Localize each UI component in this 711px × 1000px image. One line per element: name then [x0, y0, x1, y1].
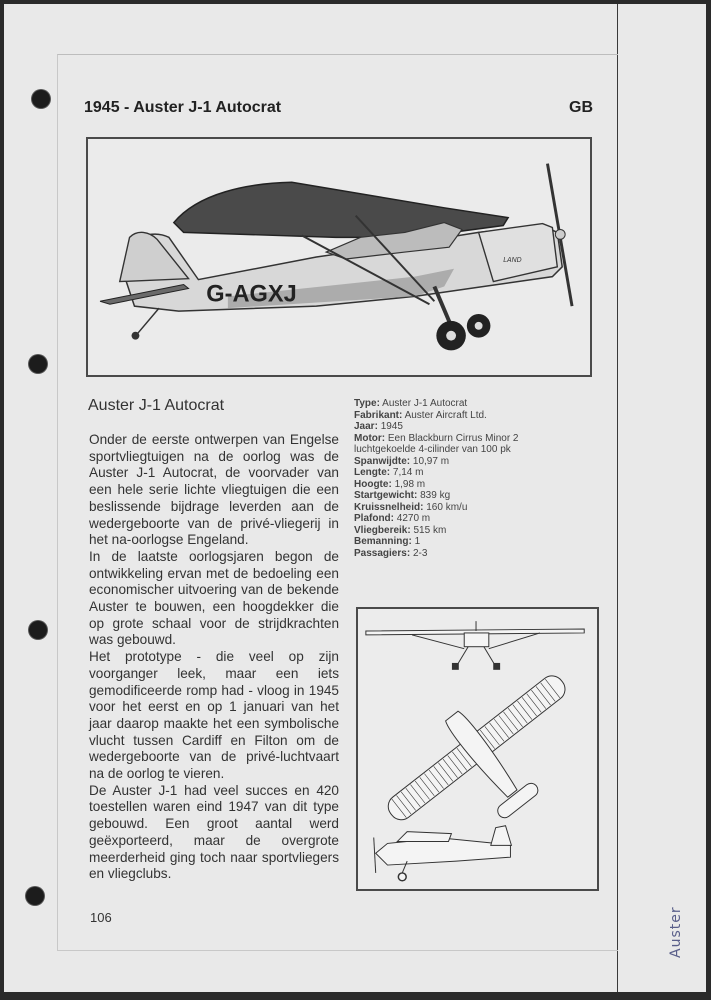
spec-row [354, 467, 594, 479]
spec-row [354, 444, 594, 456]
spec-label: Kruissnelheid: [354, 501, 424, 513]
binder-hole-2 [29, 355, 47, 373]
spec-label: Plafond: [354, 513, 394, 524]
spec-value: 1945 [380, 421, 403, 432]
spec-label: Startgewicht: [354, 490, 418, 501]
spec-value: 1,98 m [394, 478, 426, 490]
cowling-logo: LAND [503, 256, 522, 264]
front-view [366, 621, 584, 669]
spec-label: Motor: [354, 432, 386, 444]
wheel-hub-right [475, 322, 483, 330]
spec-value: 839 kg [420, 490, 451, 501]
spec-label: Spanwijdte: [354, 455, 411, 467]
spec-label: Lengte: [354, 467, 391, 478]
spec-row [354, 421, 594, 433]
article-title: Auster J-1 Autocrat [88, 397, 225, 414]
aircraft-side-view [88, 139, 590, 375]
tail-wheel-leg [137, 308, 159, 334]
spec-value: Een Blackburn Cirrus Minor 2 [387, 432, 519, 444]
spec-row [354, 513, 594, 525]
binder-hole-1 [32, 90, 50, 108]
aircraft-illustration [86, 137, 592, 377]
binder-hole-4 [26, 887, 44, 905]
spec-value: Auster J-1 Autocrat [382, 398, 468, 409]
spec-value: luchtgekoelde 4-cilinder van 100 pk [354, 444, 511, 455]
spec-row [354, 410, 594, 422]
spec-row [354, 548, 594, 560]
spec-value: 10,97 m [412, 455, 450, 467]
spinner [555, 229, 565, 239]
spec-row [354, 398, 594, 410]
spec-row [354, 490, 594, 502]
spec-value: 160 km/u [426, 501, 468, 513]
handwritten-note: Auster [668, 906, 684, 958]
registration-marking: G-AGXJ [206, 281, 297, 308]
country-code: GB [569, 99, 593, 116]
spec-value: 4270 m [396, 513, 431, 524]
side-view [374, 826, 512, 881]
spec-row [354, 433, 594, 445]
wheel-hub-left [446, 331, 456, 341]
paragraph-4: De Auster J-1 had veel succes en 420 toestellen waren eind 1947 van dit type gebouwd. Een groot aantal werd geëxporteerd, maar de overgrote meerderheid ging toch naar sportvliegers en vliegclubs. [89, 782, 339, 882]
spec-row [354, 479, 594, 491]
spec-label: Passagiers: [354, 547, 411, 559]
spec-row [354, 525, 594, 537]
page-heading: 1945 - Auster J-1 Autocrat [84, 99, 282, 116]
spec-row [354, 456, 594, 468]
spec-value: 515 km [413, 524, 447, 536]
spec-value: 7,14 m [392, 467, 424, 478]
spec-value: 2-3 [412, 547, 428, 559]
spec-value: Auster Aircraft Ltd. [404, 409, 487, 421]
paragraph-1: Onder de eerste ontwerpen van Engelse sportvliegtuigen na de oorlog was de Auster J-1 Autocrat, de voorvader van een hele serie lichte vliegtuigen die een beslissende bijdrage leverden aan de wedergeboorte van de privé-vliegerij in het na-oorlogse Engeland. [89, 432, 339, 548]
paragraph-3: Het prototype - die veel op zijn voorganger leek, maar een iets gemodificeerde romp had - vloog in 1945 voor het eerst en op 1 januari van het jaar daarop maakte het een symbolische vlucht tussen Cardiff en Filton om de wedergeboorte van de privé-luchtvaart na de oorlog te vieren. [89, 649, 339, 782]
tail-wheel [132, 332, 140, 340]
binder-hole-3 [29, 621, 47, 639]
spec-label: Jaar: [354, 421, 378, 432]
spec-label: Type: [354, 398, 380, 409]
page-number: 106 [90, 910, 112, 925]
spec-label: Fabrikant: [354, 409, 403, 421]
spec-label: Bemanning: [354, 536, 412, 547]
paragraph-2: In de laatste oorlogsjaren begon de ontwikkeling ervan met de bedoeling een economischer uitvoering van de bekende Auster te bouwen, een hoogdekker die op grote schaal voor de strijdkrachten was gebouwd. [89, 548, 339, 648]
three-view-drawing [356, 607, 599, 891]
article-body [89, 432, 339, 883]
spec-label: Hoogte: [354, 478, 392, 490]
spec-row [354, 502, 594, 514]
spec-label: Vliegbereik: [354, 524, 411, 536]
spec-value: 1 [414, 536, 421, 547]
spec-row [354, 536, 594, 548]
spec-list [354, 398, 594, 559]
